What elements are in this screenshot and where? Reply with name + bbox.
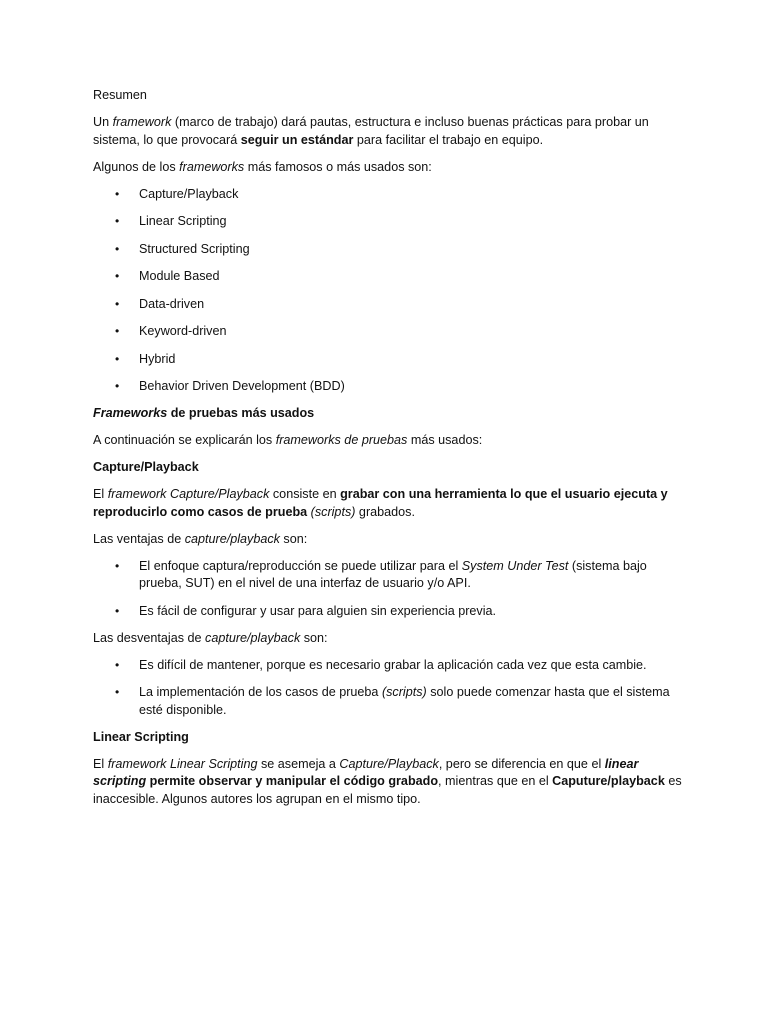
- disadvantage-2-text-1: La implementación de los casos de prueba: [139, 685, 382, 699]
- linear-heading: [93, 729, 683, 747]
- list-item: • Capture/Playback: [93, 186, 683, 204]
- list-intro-text-1: Algunos de los: [93, 159, 180, 174]
- linear-heading-text: Linear Scripting: [93, 729, 189, 744]
- disadvantages-intro: [93, 630, 683, 648]
- list-item: [93, 603, 683, 621]
- section-intro-text-1: A continuación se explicarán los: [93, 433, 276, 447]
- advantages-intro: [93, 531, 683, 549]
- linear-desc-text-1: El: [93, 756, 108, 771]
- intro-text-2: framework: [112, 115, 172, 129]
- capture-description: [93, 486, 683, 521]
- advantage-2-text-1: Es fácil de configurar y usar para alguien sin experiencia previa.: [139, 603, 497, 618]
- list-item: [93, 657, 683, 675]
- list-item: • Hybrid: [93, 351, 683, 369]
- linear-desc-text-10: es inaccesible. Algunos autores los agrupan en el mismo tipo.: [93, 774, 682, 806]
- list-intro-text-2: frameworks: [179, 159, 245, 174]
- disadvantage-2-text-2: (scripts): [381, 685, 427, 699]
- capture-desc-text-3: consiste en: [269, 487, 341, 501]
- disadvantages-intro-text-1: Las desventajas de: [93, 630, 206, 645]
- linear-desc-text-6: linear scripting: [93, 756, 639, 788]
- disadvantage-2-text-3: solo puede comenzar hasta que el sistema esté disponible.: [139, 685, 670, 717]
- linear-desc-text-7: permite observar y manipular el código grabado: [146, 774, 439, 788]
- intro-text-1: Un: [93, 115, 113, 129]
- disadvantages-intro-text-2: capture/playback: [205, 630, 301, 645]
- capture-heading: [93, 459, 683, 477]
- section-heading-text-2: de pruebas más usados: [167, 406, 315, 420]
- list-intro-text-3: más famosos o más usados son:: [244, 159, 432, 174]
- list-item: [93, 684, 683, 719]
- advantages-intro-text-3: son:: [279, 531, 308, 546]
- linear-desc-text-3: se asemeja a: [257, 756, 340, 771]
- disadvantages-intro-text-3: son:: [300, 630, 328, 645]
- list-item: [93, 558, 683, 593]
- disadvantage-1-text-1: Es difícil de mantener, porque es necesario grabar la aplicación cada vez que esta cambie.: [139, 657, 647, 672]
- linear-desc-text-5: , pero se diferencia en que el: [438, 756, 605, 771]
- list-item: • Module Based: [93, 268, 683, 286]
- intro-text-4: seguir un estándar: [240, 132, 354, 147]
- disadvantages-list: [93, 657, 683, 720]
- advantage-1-text-1: El enfoque captura/reproducción se puede utilizar para el: [139, 558, 462, 573]
- linear-description: [93, 756, 683, 809]
- section-heading: [93, 405, 683, 423]
- frameworks-list: [93, 186, 683, 396]
- advantages-intro-text-1: Las ventajas de: [93, 531, 185, 546]
- list-item: • Structured Scripting: [93, 241, 683, 259]
- capture-desc-text-7: grabados.: [355, 504, 415, 519]
- advantage-1-text-3: (sistema bajo prueba, SUT) en el nivel de una interfaz de usuario y/o API.: [139, 558, 647, 590]
- section-intro-paragraph: [93, 432, 683, 450]
- capture-desc-text-4: grabar con una herramienta lo que el usuario ejecuta y reproducirlo como casos de prueba: [93, 487, 668, 519]
- linear-desc-text-8: , mientras que en el: [438, 774, 553, 788]
- linear-desc-text-4: Capture/Playback: [339, 756, 439, 771]
- section-intro-text-3: más usados:: [407, 433, 483, 447]
- linear-desc-text-9: Caputure/playback: [552, 774, 665, 788]
- list-intro-paragraph: [93, 159, 683, 177]
- capture-desc-text-2: framework Capture/Playback: [107, 487, 270, 501]
- list-item: • Data-driven: [93, 296, 683, 314]
- intro-text-5: para facilitar el trabajo en equipo.: [353, 132, 544, 147]
- section-heading-text-1: Frameworks: [93, 406, 168, 420]
- capture-desc-text-1: El: [93, 487, 108, 501]
- document-title: Resumen: [93, 88, 147, 102]
- capture-heading-text: Capture/Playback: [93, 460, 199, 474]
- document-page: [93, 87, 683, 818]
- list-item: • Keyword-driven: [93, 323, 683, 341]
- intro-paragraph: [93, 114, 683, 149]
- capture-desc-text-6: (scripts): [310, 504, 356, 519]
- advantages-intro-text-2: capture/playback: [184, 531, 280, 546]
- list-item: • Linear Scripting: [93, 213, 683, 231]
- section-intro-text-2: frameworks de pruebas: [275, 433, 408, 447]
- intro-text-3: (marco de trabajo) dará pautas, estructura e incluso buenas prácticas para probar un sistema, lo que provocará: [93, 115, 649, 147]
- list-item: • Behavior Driven Development (BDD): [93, 378, 683, 396]
- linear-desc-text-2: framework Linear Scripting: [107, 756, 258, 771]
- advantages-list: [93, 558, 683, 621]
- advantage-1-text-2: System Under Test: [461, 558, 569, 573]
